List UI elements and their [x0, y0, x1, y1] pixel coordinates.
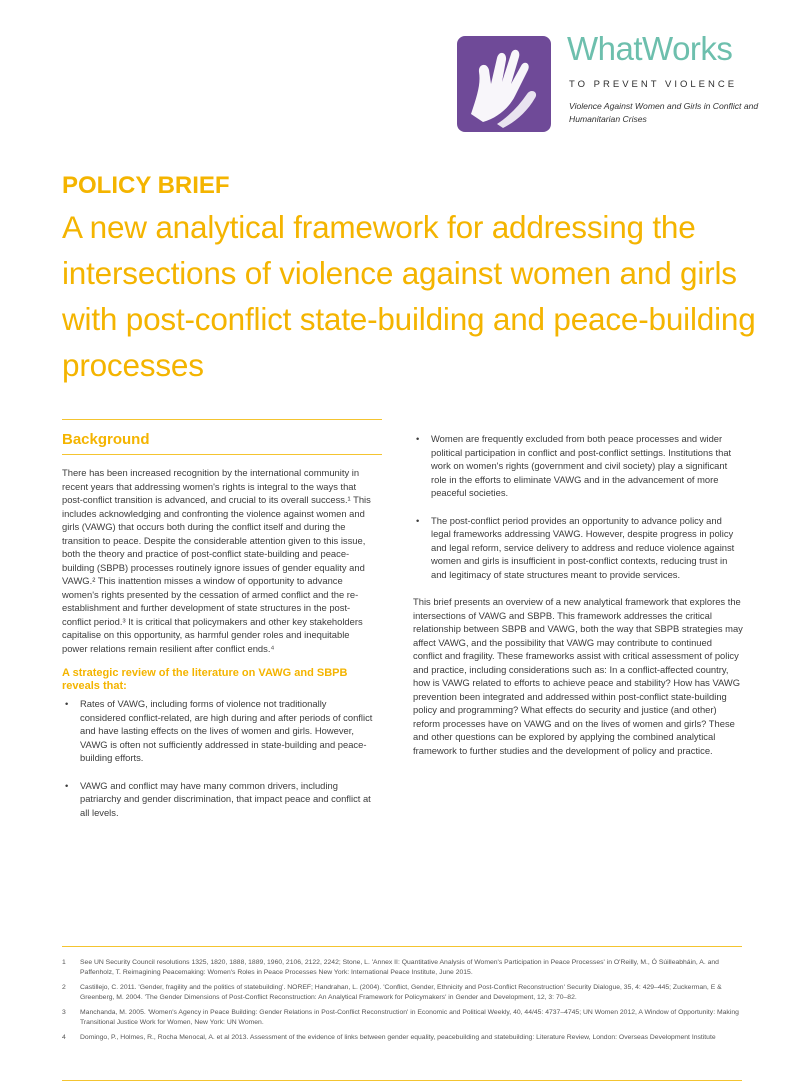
framework-paragraph: This brief presents an overview of a new analytical framework that explores the intersections of VAWG and SBPB. This framework addresses the critical relationship between SBPB and VAWG, both the way that SBPB strategies may affect VAWG, and the possibility that VAWG may contribute to continued conflict and fragility. These frameworks assist with critical assessment of policy and practice, including considerations such as: In a conflict-affected country, how is VAWG related to efforts to achieve peace and stability? How has VAWG prevention been integrated and addressed within post-conflict state-building policy and programming? What effects do security and justice (and other) reform processes have on VAWG and on the lives of women and girls? These and other questions can be explored by applying the combined analytical framework to further studies and the development of policy and practice. — [413, 596, 743, 756]
footnote: 3 Manchanda, M. 2005. 'Women's Agency in Peace Building: Gender Relations in Post-Conflict Reconstruction' in Economic and Political Weekly, 40, 44/45: 4737–4745; UN Women 2012, A Window of Opportunity: Making Transitional Justice Work for Women, New York: UN Women. — [62, 1009, 739, 1026]
hands-icon — [457, 36, 551, 132]
title-divider — [62, 419, 382, 420]
right-column — [413, 432, 743, 769]
review-list — [62, 697, 374, 819]
bottom-rule — [62, 1080, 742, 1081]
footnote: 2 Castillejo, C. 2011. 'Gender, fragility and the politics of statebuilding'. NOREF; Handrahan, L. (2004). 'Conflict, Gender, Ethnicity and Post-Conflict Reconstruction' Security Dialogue, 35, 4: 429–445; Zuckerman, E & Greenberg, M. 2004. 'The Gender Dimensions of Post-Conflict Reconstruction: An Analytical Framework for Policymakers' in Gender and Development, 12, 3: 70–82. — [62, 984, 722, 1001]
left-column — [62, 466, 374, 833]
footnote: 1 See UN Security Council resolutions 1325, 1820, 1888, 1889, 1960, 2106, 2122, 2242; Stone, L. 'Annex II: Quantitative Analysis of Women's Participation in Peace Processes' in O'Reilly, M., Ó Súilleabháin, A. and Paffenholz, T. Reimagining Peacemaking: Women's Roles in Peace Processes New York: International Peace Institute, June 2015. — [62, 959, 719, 976]
review-heading: A strategic review of the literature on VAWG and SBPB reveals that: — [62, 667, 348, 692]
document-title: A new analytical framework for addressing the intersections of violence against women and girls with post-conflict state-building and peace-building processes — [62, 209, 756, 383]
logo-badge — [457, 36, 551, 132]
background-paragraph: There has been increased recognition by the international community in recent years that addressing women's rights is integral to the ways that post-conflict transition is advanced, and crucial to its overall success.¹ This includes acknowledging and confronting the violence against women and girls (VAWG) that occurs both during the conflict itself and during the transition to peace. Despite the considerable attention given to this issue, both the theory and practice of post-conflict state-building and peace-building (SBPB) processes routinely ignore issues of gender equality and VAWG.² This inattention misses a window of opportunity to advance women's rights presented by the cessation of armed conflict and the re-establishment and further development of state structures in the post-conflict period.³ It is critical that policymakers and other key stakeholders capitalise on this opportunity, as harmful gender roles and inequitable power relations remain resilient after conflict ends.⁴ — [62, 467, 371, 654]
policy-brief-label: POLICY BRIEF — [62, 172, 230, 199]
footnote: 4 Domingo, P., Holmes, R., Rocha Menocal, A. et al 2013. Assessment of the evidence of links between gender equality, peacebuilding and statebuilding: Literature Review, London: Overseas Development Institute — [62, 1034, 716, 1041]
list-item: • The post-conflict period provides an opportunity to advance policy and legal frameworks addressing VAWG. However, despite progress in policy and legal reform, service delivery to address and reduce violence against women and girls is insufficient in post-conflict contexts, reducing trust in and legitimacy of state structures meant to provide services. — [431, 514, 743, 582]
section-heading-background: Background — [62, 431, 150, 448]
list-item: • Women are frequently excluded from both peace processes and wider political participation in conflict and post-conflict settings. Institutions that work on women's rights (government and civil society) play a significant role in the efforts to eliminate VAWG and in the advancement of more peaceful societies. — [431, 432, 743, 500]
brand-subtitle: Violence Against Women and Girls in Conflict and Humanitarian Crises — [569, 101, 759, 124]
brand-name: WhatWorks — [567, 30, 733, 67]
list-item: • Rates of VAWG, including forms of violence not traditionally considered conflict-related, are high during and after periods of conflict and have lasting effects on the lives of women and girls. However, VAWG is often not sufficiently addressed in state-building and peace-building efforts. — [80, 697, 374, 765]
section-divider — [62, 454, 382, 455]
footnotes — [62, 958, 742, 1049]
footnote-divider — [62, 946, 742, 947]
list-item: • VAWG and conflict may have many common drivers, including patriarchy and gender discrimination, that impact peace and conflict at all levels. — [80, 779, 374, 820]
findings-list — [413, 432, 743, 581]
brand-tagline: TO PREVENT VIOLENCE — [569, 79, 738, 90]
